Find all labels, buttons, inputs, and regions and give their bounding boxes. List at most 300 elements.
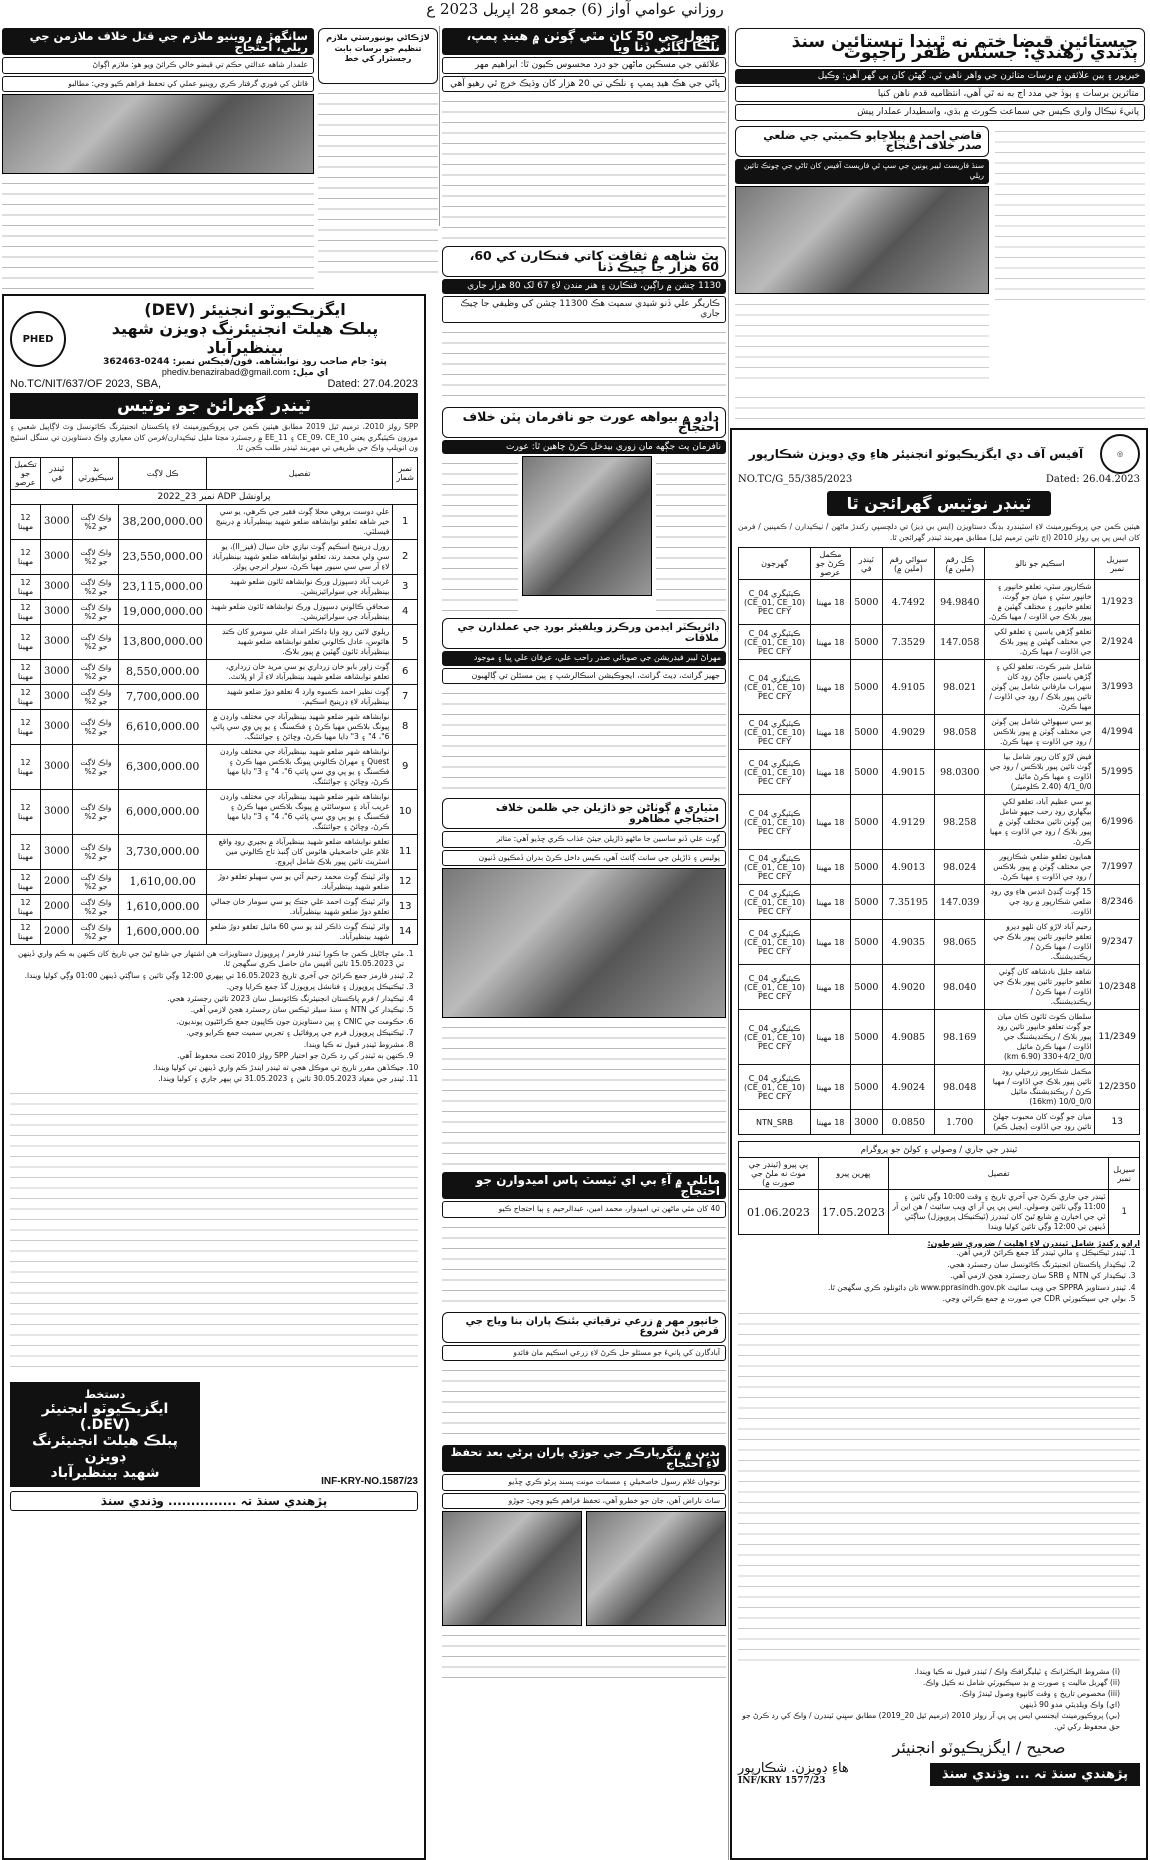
subheadline: قاتلن کي فوري گرفتار ڪري روينيو عملي کي تحفظ فراهم ڪيو وڃي: مطالبو xyxy=(2,76,314,93)
notice-intro: هيٺين ڪمن جي پروڪيورمينٽ لاءِ اسٽينڊرڊ بڊنگ دستاويزن (ايس بي ڊيز) تي دلچسپي رکندڙ ماڻهن / ٺيڪيدارن / ڪمپنين / فرمن کان ايس پي پي رولز 2010 (اڄ تائين ترميم ٿيل) مطابق مهربند ٽينڊر گهرائجن ٿا. xyxy=(738,522,1140,542)
serial: 13 xyxy=(1095,1110,1140,1135)
subheadline: نافرمان پٽ جڳهه مان زوري بيدخل ڪرڻ چاهين ٿا: عورت xyxy=(442,440,726,455)
table-row xyxy=(739,715,1140,750)
article-body xyxy=(442,94,726,244)
notice-banner: ٽينڊر گهرائڻ جو نوٽيس xyxy=(10,393,418,419)
headline: خانپور مهر ۾ زرعي ترقياتي بئنڪ پاران بنا وياج جي قرض ڏيڻ شروع xyxy=(442,1312,726,1343)
item-text: مشروط اليڪٽرانڪ ۽ ٽيليگرافڪ واڪ / ٽينڊر قبول نه ڪيا ويندا. xyxy=(914,1666,1110,1676)
conditions-list xyxy=(738,1248,1140,1305)
earnest-money: 0.0850 xyxy=(882,1110,934,1135)
column-rule xyxy=(439,26,440,226)
subheadline: پانيءَ نيڪال واري ڪيس جي سماعت ڪورٽ ۾ بڌي، واسطيدار عملدار پيش xyxy=(735,104,1145,121)
bid-security: واڪ لاڳت جو 2% xyxy=(73,659,119,684)
serial: 8/2346 xyxy=(1095,885,1140,920)
work-detail: غريب آباد ڊسپوزل ورڪ نوابشاهه ٽائون ضلعو شهيد بينظيرآباد جي سولرائيزيشن. xyxy=(206,574,392,599)
bid-security: واڪ لاڳت جو 2% xyxy=(73,599,119,624)
serial: 2/1924 xyxy=(1095,625,1140,660)
notice-title: ايگزيڪيوٽو انجنيئر (DEV) xyxy=(144,300,346,319)
section-label: پراونشل ADP نمبر 23_2022 xyxy=(11,489,418,504)
table-row xyxy=(739,1110,1140,1135)
signature-title: ايگزيڪيوٽو انجنيئر (DEV.) xyxy=(41,1400,169,1433)
bid-security: واڪ لاڳت جو 2% xyxy=(73,574,119,599)
highway-tender-table xyxy=(738,547,1140,1135)
schedule-title: ٽينڊر جي جاري / وصولي ۽ کولڻ جو پروگرام xyxy=(739,1142,1140,1158)
table-row xyxy=(739,750,1140,795)
work-detail: واٽر ٽينڪ ڳوٺ احمد علي جتڪ يو سي سومار خان جمالي تعلقو دوڙ ضلعو شهيد بينظيرآباد. xyxy=(206,894,392,919)
scheme-name: همايون تعلقو ضلعي شڪارپور جي مختلف ڳوٺن ۾ پيور بلاڪس / روڊ جي اڏاوت ۽ مهيا ڪرڻ. xyxy=(985,850,1095,885)
bid-security: واڪ لاڳت جو 2% xyxy=(73,834,119,869)
reference-city: SBA, xyxy=(135,378,162,390)
col-detail: تفصيل xyxy=(206,457,392,489)
col-completion: تڪميل جو عرصو xyxy=(11,457,41,489)
table-row xyxy=(11,834,418,869)
completion-period: 18 مهينا xyxy=(811,965,851,1010)
completion-period: 18 مهينا xyxy=(811,1010,851,1065)
article-body xyxy=(656,456,726,616)
press-conference-photo xyxy=(442,868,726,1018)
earnest-money: 4.9024 xyxy=(882,1065,934,1110)
tender-fee: 3000 xyxy=(41,789,73,834)
tender-fee: 5000 xyxy=(850,580,882,625)
email-address[interactable]: phediv.benazirabad@gmail.com xyxy=(161,367,290,377)
earnest-money: 4.9105 xyxy=(882,660,934,715)
completion-period: 18 مهينا xyxy=(811,795,851,850)
tender-fee: 3000 xyxy=(41,574,73,599)
protest-photo xyxy=(735,186,989,294)
signature-city: شهيد بينظيرآباد xyxy=(50,1464,160,1481)
notice-intro: SPP رولز 2010، ترميم ٿيل 2019 مطابق هيٺين ڪمن جي پروڪيورمينٽ لاءِ پاڪستان انجنيئرنگ ڪائونسل وٽ لاڳاپيل شعبي ۽ موزون ڪيٽيگري يعني CE_09، CE_10 ۽ EE_11 ۾ رجسٽرڊ مڃتا مليل ٺيڪيدارن/فرمن کان معياري واڪ دستاويزن تي سنگل اسٽيج ون انويلپ واڪ جي طريقي تي مهربند ٽينڊر طلب ڪجن ٿا. xyxy=(10,422,419,452)
estimated-cost: 23,115,000.00 xyxy=(119,574,206,599)
tender-fee: 5000 xyxy=(850,965,882,1010)
notice-banner: ٽينڊر نوٽيس گهرائجن ٿا xyxy=(827,491,1052,516)
completion-period: 18 مهينا xyxy=(811,580,851,625)
notice-date: Dated: 27.04.2023 xyxy=(327,378,418,390)
eligibility: ڪيٽيگري C_04 (CE_01, CE_10) PEC CFY xyxy=(739,920,811,965)
item-marker: (ii) xyxy=(1109,1677,1120,1687)
serial: 5 xyxy=(393,624,418,659)
total-amount: 98.024 xyxy=(935,850,985,885)
condition-item: 9. ڪنهن به ٽينڊر کي رد ڪرڻ جو اختيار SPP رولز 2010 تحت محفوظ آهي. xyxy=(10,1051,404,1062)
scheme-name: رحيم آباد لاڙو کان ٺلهو ديرو تعلقو خانپور تائين پيور بلاڪ جي اڏاوت / مهيا ڪرڻ / ريڪنڊيشننگ. xyxy=(985,920,1095,965)
completion-period: 18 مهينا xyxy=(811,750,851,795)
eligibility: ڪيٽيگري C_04 (CE_01, CE_10) PEC CFY xyxy=(739,1065,811,1110)
subheadline: ڪاريگر علي ڏنو شيدي سميت هڪ 11300 چشن کي وظيفي جا چيڪ جاري xyxy=(442,296,726,323)
condition-item: 4. ٺيڪيدار / فرم پاڪستان انجنيئرنگ ڪائونسل سان 2023 تائين رجسٽرڊ هجي. xyxy=(10,994,404,1005)
work-detail: ڳوٺ نظير احمد ڪمبوه وارڊ 4 تعلقو دوڙ ضلعو شهيد بينظيرآباد لاءِ ڊرينيج اسڪيم. xyxy=(206,684,392,709)
completion-period: 18 مهينا xyxy=(811,715,851,750)
bid-security: واڪ لاڳت جو 2% xyxy=(73,624,119,659)
completion-period: 12 مهينا xyxy=(11,744,41,789)
table-row xyxy=(11,684,418,709)
col-serial: سيريل نمبر xyxy=(1095,548,1140,580)
table-row xyxy=(11,574,418,599)
col-tender-fee: ٽينڊر في xyxy=(41,457,73,489)
notice-title: آفيس آف دي ايگزيڪيوٽو انجنيئر هاءِ وي ڊويزن شڪارپور xyxy=(748,447,1084,461)
completion-period: 18 مهينا xyxy=(811,885,851,920)
earnest-money: 4.9020 xyxy=(882,965,934,1010)
tender-fee: 3000 xyxy=(41,504,73,539)
condition-item: 7. ٽيڪنيڪل پروپوزل فرم جي پروفائيل ۽ تجربي سميت جمع ڪرايو وڃي. xyxy=(10,1028,404,1039)
serial: 11 xyxy=(393,834,418,869)
completion-period: 18 مهينا xyxy=(811,920,851,965)
completion-period: 12 مهينا xyxy=(11,919,41,944)
widow-photo xyxy=(522,456,652,596)
tender-fee: 5000 xyxy=(850,715,882,750)
headline: مٽياري ۾ ڳوٺاڻن جو ڌاڙيلن جي ظلمن خلاف احتجاجي مظاهرو xyxy=(442,798,726,829)
scheme-name: يو سي عظيم آباد، تعلقو لکي بيگهاري روڊ رحب جيهو شامل ٻين ڳوٺن تائين مختلف ڳوٺن ۾ پيور بلاڪ / روڊ جي اڏاوت ۽ مهيا ڪرڻ. xyxy=(985,795,1095,850)
subheadline: پاڻي جي هڪ هيڊ پمپ ۽ نلڪي تي 20 هزار کان وڌيڪ خرچ ٿي رهيو آهي xyxy=(442,76,726,93)
serial: 10 xyxy=(393,789,418,834)
subheadline: علمدار شاهه عدالتي حڪم تي قبضو خالي ڪرائڻ ويو هو: ملازم اڳواڻ xyxy=(2,57,314,74)
condition-item: 5. بولي جي سيڪيورٽي CDR جي صورت ۾ جمع ڪرائي وڃي. xyxy=(738,1294,1126,1305)
email-label: اي ميل: xyxy=(292,368,329,378)
earnest-money: 7.35195 xyxy=(882,885,934,920)
rejection-item xyxy=(738,1710,1120,1732)
work-detail: نوابشاهه شهر ضلعو شهيد بينظيرآباد جي مختلف وارڊن غريب آباد ۽ سوسائٽي ۾ پيونگ بلاڪس مهيا ڪرڻ ۽ فڪسنگ ۽ يو پي وي سي پائپ 6"، 4" ۽ 3" ڊايا مهيا ڪرڻ، وڇائڻ ۽ جوائنٽنگ. xyxy=(206,789,392,834)
completion-period: 18 مهينا xyxy=(811,1110,851,1135)
item-text: واڪ ويلڊيٽي مدو 90 ڏينهن xyxy=(1019,1699,1104,1709)
eligibility: ڪيٽيگري C_04 (CE_01, CE_10) PEC CFY xyxy=(739,965,811,1010)
phed-tender-notice xyxy=(2,294,426,1860)
eligibility: ڪيٽيگري C_04 (CE_01, CE_10) PEC CFY xyxy=(739,795,811,850)
col-earnest: سوائي رقم (ملين ۾) xyxy=(882,548,934,580)
tender-schedule-table xyxy=(738,1141,1140,1235)
col-period: مڪمل ڪرڻ جو عرصو xyxy=(811,548,851,580)
eligibility: ڪيٽيگري C_04 (CE_01, CE_10) PEC CFY xyxy=(739,850,811,885)
tender-fee: 3000 xyxy=(41,599,73,624)
headline: جهول جي 50 کان مٿي ڳوٺن ۾ هينڊ پمپ، نلڪا لڳائي ڏنا ويا xyxy=(442,28,726,55)
serial: 4 xyxy=(393,599,418,624)
table-row xyxy=(11,744,418,789)
table-row xyxy=(11,599,418,624)
completion-period: 18 مهينا xyxy=(811,850,851,885)
completion-period: 12 مهينا xyxy=(11,574,41,599)
headline: دادو ۾ بيواهه عورت جو نافرمان پٽن خلاف احتجاج xyxy=(442,407,726,438)
page-masthead: روزاني عوامي آواز (6) جمعو 28 اپريل 2023 ع xyxy=(426,0,724,18)
total-amount: 98.040 xyxy=(935,965,985,1010)
tender-fee: 2000 xyxy=(41,919,73,944)
completion-period: 18 مهينا xyxy=(811,625,851,660)
col-second-date: ٻي پيرو (ٽينڊر جي موٽ نه ملڻ جي صورت ۾) xyxy=(739,1158,819,1190)
tender-fee: 3000 xyxy=(41,659,73,684)
subheadline: 40 کان مٿي ماڻهن تي اميدوار، محمد امين، عبدالرحيم ۽ ٻيا احتجاج ڪيو xyxy=(442,1201,726,1218)
eligibility: ڪيٽيگري C_04 (CE_01, CE_10) PEC CFY xyxy=(739,750,811,795)
article-body xyxy=(2,176,314,296)
serial: 12 xyxy=(393,869,418,894)
condition-item: 6. حڪومت جي CNIC ۽ ٻين دستاويزن جون ڪاپيون جمع ڪرائڻيون پونديون. xyxy=(10,1017,404,1028)
completion-period: 12 مهينا xyxy=(11,684,41,709)
work-detail: نوابشاهه شهر ضلعو شهيد بينظيرآباد جي مختلف وارڊن Quest ۽ مهراڻ ڪالوني پيونگ بلاڪس مهيا ڪرڻ ۽ فڪسنگ ۽ يو پي وي سي پائپ 6"، 4" ۽ 3" ڊايا مهيا ڪرڻ، وڇائڻ ۽ جوائنٽنگ. xyxy=(206,744,392,789)
table-row xyxy=(11,919,418,944)
completion-period: 12 مهينا xyxy=(11,504,41,539)
tender-fee: 3000 xyxy=(41,834,73,869)
tender-fee: 3000 xyxy=(41,709,73,744)
article-body xyxy=(442,325,726,405)
scheme-name: 15 ڳوٺ ڳنڍڻ انڊس هاءِ وي روڊ ضلعي شڪارپور ۾ روڊ جي اڏاوت. xyxy=(985,885,1095,920)
estimated-cost: 23,550,000.00 xyxy=(119,539,206,574)
estimated-cost: 1,610,000.00 xyxy=(119,894,206,919)
work-detail: علي دوست بروهي محلا ڳوٺ فقير جي ڪرهي، يو سي خير شاهه تعلقو نوابشاهه ضلعو شهيد بينظيرآباد ۾ ڊرينيج فيسلٽي. xyxy=(206,504,392,539)
serial: 4/1994 xyxy=(1095,715,1140,750)
estimated-cost: 6,610,000.00 xyxy=(119,709,206,744)
right-top-story xyxy=(735,26,1145,480)
signature-title: صحيح / ايگزيڪيوٽو انجنيئر xyxy=(892,1737,1066,1757)
headline: سانگهڙ ۾ روينيو ملازم جي قتل خلاف ملازمن جي ريلي، احتجاج xyxy=(2,28,314,55)
serial: 9/2347 xyxy=(1095,920,1140,965)
earnest-money: 4.9035 xyxy=(882,920,934,965)
subheadline: خيرپور ۽ ٻين علائقن ۾ برسات متاثرن جي واهر ناهي ٿي. گهڻن کان ٻي گهر آهن: وڪيل xyxy=(735,69,1145,84)
notice-subtitle: پبلڪ هيلٿ انجنيئرنگ ڊويزن شهيد بينظيرآباد xyxy=(111,319,379,357)
phed-logo: PHED xyxy=(10,311,66,367)
estimated-cost: 3,730,000.00 xyxy=(119,834,206,869)
serial: 13 xyxy=(393,894,418,919)
table-row xyxy=(739,1065,1140,1110)
tender-fee: 5000 xyxy=(850,625,882,660)
signature-office: پبلڪ هيلٿ انجنيئرنگ ڊويزن xyxy=(32,1432,178,1465)
table-row xyxy=(11,539,418,574)
rejection-item xyxy=(738,1677,1120,1688)
eligibility: ڪيٽيگري C_04 (CE_01, CE_10) PEC CFY xyxy=(739,885,811,920)
tender-fee: 2000 xyxy=(41,869,73,894)
table-row xyxy=(11,504,418,539)
bid-security: واڪ لاڳت جو 2% xyxy=(73,869,119,894)
first-date: 17.05.2023 xyxy=(818,1190,888,1235)
table-row xyxy=(739,625,1140,660)
item-marker: (اي) xyxy=(1106,1699,1120,1709)
condition-item: 2. ٽينڊر فارمز جمع ڪرائڻ جي آخري تاريخ 16.05.2023 تي ٻپهري 12:00 وڳي تائين ۽ ساڳئي ڏينهن 01:00 وڳي کوليا ويندا. xyxy=(10,971,404,982)
table-row xyxy=(11,709,418,744)
total-amount: 98.058 xyxy=(935,715,985,750)
serial: 1 xyxy=(1109,1190,1140,1235)
headline: لاڙڪاڻي يونيورسٽي ملازم تنظيم جو برسات بابت رجسٽرار کي خط xyxy=(318,28,438,84)
table-row xyxy=(11,659,418,684)
article-body xyxy=(442,1020,726,1170)
subheadline: نوجوان غلام رسول خاصخيلي ۽ مسمات مونت پسند پرڻو ڪري ڇڏيو xyxy=(442,1474,726,1491)
item-marker: (i) xyxy=(1112,1666,1120,1676)
notice-date: Dated: 26.04.2023 xyxy=(1045,474,1140,485)
conditions-filler xyxy=(10,1086,418,1376)
subheadline: متاثرين برسات ۽ ٻوڏ جي مدد اڄ به نه ٿي آهي، انتظاميه قدم ناهن کنيا xyxy=(735,86,1145,103)
serial: 1 xyxy=(393,504,418,539)
work-detail: رورل ڊرينيج اسڪيم ڳوٺ نيازي خان سيال (فيز_II)، يو سي ولي محمد رند، تعلقو نوابشاهه ضلعو شهيد بينظيرآباد لاءِ آر سي سي سيور مهيا ڪرڻ، سولر انرجي پولز. xyxy=(206,539,392,574)
conditions-filler xyxy=(738,1306,1140,1666)
serial: 3 xyxy=(393,574,418,599)
total-amount: 98.021 xyxy=(935,660,985,715)
col-serial: نمبر شمار xyxy=(393,457,418,489)
signature-block xyxy=(10,1382,200,1487)
total-amount: 94.9840 xyxy=(935,580,985,625)
earnest-money: 7.3529 xyxy=(882,625,934,660)
subheadline: جهيز گرانٽ، ڊيٿ گرانٽ، ايجوڪيشن اسڪالرشپ ۽ ٻين مسئلن تي ڳالهيون xyxy=(442,668,726,685)
total-amount: 1.700 xyxy=(935,1110,985,1135)
serial: 9 xyxy=(393,744,418,789)
bid-security: واڪ لاڳت جو 2% xyxy=(73,894,119,919)
completion-period: 12 مهينا xyxy=(11,869,41,894)
col-total: ڪل رقم (ملين ۾) xyxy=(935,548,985,580)
completion-period: 12 مهينا xyxy=(11,789,41,834)
serial: 6/1996 xyxy=(1095,795,1140,850)
table-row xyxy=(11,789,418,834)
rejection-item xyxy=(738,1688,1120,1699)
earnest-money: 4.9129 xyxy=(882,795,934,850)
rejection-item xyxy=(738,1699,1120,1710)
earnest-money: 4.9029 xyxy=(882,715,934,750)
item-marker: (بي) xyxy=(1105,1710,1120,1720)
completion-period: 12 مهينا xyxy=(11,709,41,744)
article-body xyxy=(995,124,1145,302)
work-detail: صحافي ڪالوني ڊسپوزل ورڪ نوابشاهه ٽائون ضلعو شهيد بينظيرآباد جي سولرائيزيشن. xyxy=(206,599,392,624)
tender-fee: 5000 xyxy=(850,850,882,885)
table-row xyxy=(739,920,1140,965)
highway-tender-notice xyxy=(730,428,1148,1860)
bid-security: واڪ لاڳت جو 2% xyxy=(73,744,119,789)
subheadline: مهراڻ ليبر فيڊريشن جي صوبائي صدر راحب علي، عرفان علي ڀيا ۽ موجود xyxy=(442,651,726,666)
article-body xyxy=(442,1628,726,1678)
subheadline: پوليس ۽ ڌاڙيلن جي سانٺ ڳانٺ آهي، ڪيس داخل ڪرڻ بدران ڏمڪيون ڏنيون xyxy=(442,850,726,867)
tender-fee: 5000 xyxy=(850,795,882,850)
subheadline: علائقي جي مسڪين ماڻهن جو درد محسوس ڪيون ٿا: ابراهيم مهر xyxy=(442,57,726,74)
work-detail: تعلقو نوابشاهه ضلعو شهيد بينظيرآباد ۾ بجيري روڊ واقع غلام علي خاصخيلي هائوس کان ڳنبذ تاج ڪالوني مين اسٽريٽ تائين پيور بلاڪ شامل اپروچ. xyxy=(206,834,392,869)
table-row xyxy=(739,660,1140,715)
subheadline: ڳوٺ علي ڏنو ساسين جا ماڻهو ڌاڙيلن جيئڻ عذاب ڪري ڇڏيو آهي: متاثر xyxy=(442,831,726,848)
eligibility: ڪيٽيگري C_04 (CE_01, CE_10) PEC CFY xyxy=(739,625,811,660)
item-text: مخصوص تاريخ ۽ وقت کانپوءِ وصول ٿيندڙ واڪ. xyxy=(959,1688,1106,1698)
total-amount: 98.169 xyxy=(935,1010,985,1065)
conditions-list xyxy=(10,949,418,1085)
col-requirement: گهرجون xyxy=(739,548,811,580)
couple-photo-woman xyxy=(442,1511,582,1626)
eligibility: ڪيٽيگري C_04 (CE_01, CE_10) PEC CFY xyxy=(739,715,811,750)
footer-slogan: پڙهندي سنڌ تہ ............... وڌندي سنڌ xyxy=(10,1491,418,1511)
tender-fee: 5000 xyxy=(850,750,882,795)
detail: ٽينڊر جي جاري ڪرڻ جي آخري تاريخ ۽ وقت 10:00 وڳي تائين ۽ 11:00 وڳي تائين وصولي. ايس پي پي آر اي ويب سائيٽ / هن اين آر ٽي جي اخبارن ۾ شايع ٿيڻ کان ٽينڊرز (ٽيڪنيڪل پروپوزل) ساڳئي ڏينهن تي 12:00 وڳي تائين کوليا ويندا xyxy=(888,1190,1109,1235)
middle-column xyxy=(442,26,726,1678)
work-detail: واٽر ٽينڪ ڳوٺ ذاڪر لنڊ يو سي 60 مائيل تعلقو دوڙ ضلعو شهيد بينظيرآباد. xyxy=(206,919,392,944)
condition-item: 4. ٽينڊر دستاويز SPPRA جي ويب سائيٽ www.pprasindh.gov.pk تان ڊائونلوڊ ڪري سگهجن ٿا. xyxy=(738,1283,1126,1294)
tender-fee: 3000 xyxy=(850,1110,882,1135)
table-row xyxy=(739,965,1140,1010)
item-text: گهربل ماليت ۽ صورت ۾ بڊ سيڪيورٽي شامل نه ڪيل واڪ. xyxy=(922,1677,1108,1687)
table-row xyxy=(739,1010,1140,1065)
tender-fee: 3000 xyxy=(41,744,73,789)
scheme-name: ميان جو ڳوٺ کان محبوب جهلڻ تائين روڊ جي اڏاوت (بچيل ڪم) xyxy=(985,1110,1095,1135)
condition-item: 3. ٺيڪيدار کي NTN ۽ SRB سان رجسٽرڊ هجڻ لازمي آهي. xyxy=(738,1271,1126,1282)
scheme-name: فيض لاڙو کان ريور شامل بيا ڳوٺ تائين پيور بلاڪس / روڊ جي اڏاوت ۽ مهيا ڪرڻ مائيل 0/0_4/1 (2.40 ڪلوميٽر) xyxy=(985,750,1095,795)
table-row xyxy=(739,850,1140,885)
tender-fee: 3000 xyxy=(41,684,73,709)
col-bid-security: بڊ سيڪيورٽي xyxy=(73,457,119,489)
left-top-stories xyxy=(2,26,438,296)
bid-security: واڪ لاڳت جو 2% xyxy=(73,684,119,709)
total-amount: 98.065 xyxy=(935,920,985,965)
condition-item: 11. ٽينڊر جي معياد 30.05.2023 تائين ۽ 31.05.2023 تي ٻيهر جاري ۽ کوليا ويندا. xyxy=(10,1074,404,1085)
completion-period: 12 مهينا xyxy=(11,894,41,919)
serial: 8 xyxy=(393,709,418,744)
completion-period: 18 مهينا xyxy=(811,660,851,715)
scheme-name: يو سي سيهواڻي شامل ٻين ڳوٺن جي مختلف ڳوٺن ۾ پيور بلاڪس / روڊ جي اڏاوت ۽ مهيا ڪرڻ. xyxy=(985,715,1095,750)
condition-item: 1. مٿي ڄاڻايل ڪمن جا ڪورا ٽينڊر فارمز / پروپوزل دستاويزات هن اشتهار جي شايع ٿيڻ جي تاريخ کان ڪنهن به ڪم واري ڏينهن تي 15.05.2023 تائين آفيس مان حاصل ڪري سگهجن ٿا. xyxy=(10,949,404,970)
estimated-cost: 38,200,000.00 xyxy=(119,504,206,539)
tender-fee: 5000 xyxy=(850,1010,882,1065)
serial: 6 xyxy=(393,659,418,684)
rejection-list xyxy=(738,1666,1140,1732)
photo-caption xyxy=(735,297,989,387)
reference-number: NO.TC/G_55/385/2023 xyxy=(738,474,853,485)
headline: جيستائين قبضا ختم نه ٿيندا تيستائين سنڌ ٻڏندي رهندي: جسٽس ظفر راجپوت xyxy=(735,28,1145,67)
condition-item: 10. جيڪڏهن مقرر تاريخ تي موڪل هجي ته ٽينڊر ايندڙ ڪم واري ڏينهن تي کوليا ويندا. xyxy=(10,1063,404,1074)
estimated-cost: 7,700,000.00 xyxy=(119,684,206,709)
conditions-title: اراڊو رکندڙ شامل ٽينڊرن لاءِ اهليت / ضروري شرطون: xyxy=(927,1239,1140,1248)
subheadline: آبادگارن کي پانيءَ جو مسئلو حل ڪرڻ لاءِ زرعي اسڪيم مان فائدو xyxy=(442,1345,726,1362)
tender-fee: 3000 xyxy=(41,539,73,574)
total-amount: 98.258 xyxy=(935,795,985,850)
tender-fee: 5000 xyxy=(850,660,882,715)
condition-item: 8. مشروط ٽينڊر قبول نه ڪيا ويندا. xyxy=(10,1040,404,1051)
col-fee: ٽينڊر في xyxy=(850,548,882,580)
serial: 2 xyxy=(393,539,418,574)
bid-security: واڪ لاڳت جو 2% xyxy=(73,539,119,574)
work-detail: ريلوي لائين روڊ وايا ڊاڪٽر امداد علي سومرو کان ڪنڊ هائوس، عادل ڪالوني تعلقو نوابشاهه ضلعو شهيد بينظيرآباد ٽائون گهٽين ۾ پيور بلاڪ. xyxy=(206,624,392,659)
scheme-name: شامل شير ڪوٽ، تعلقو لکي ۽ ڳڙهي ياسين جاڳڻ روڊ کان سهراب مارفاني شامل ٻين ڳوٺن تائين پيور بلاڪ / روڊ جي اڏاوت / مهيا ڪرڻ. xyxy=(985,660,1095,715)
total-amount: 147.058 xyxy=(935,625,985,660)
second-date: 01.06.2023 xyxy=(739,1190,819,1235)
condition-item: 2. ٺيڪيدار پاڪستان انجنيئرنگ ڪائونسل سان رجسٽرڊ هجي. xyxy=(738,1260,1126,1271)
bid-security: واڪ لاڳت جو 2% xyxy=(73,919,119,944)
serial: 7/1997 xyxy=(1095,850,1140,885)
article-body xyxy=(442,686,726,796)
serial: 12/2350 xyxy=(1095,1065,1140,1110)
col-detail: تفصيل xyxy=(888,1158,1109,1190)
serial: 11/2349 xyxy=(1095,1010,1140,1065)
serial: 10/2348 xyxy=(1095,965,1140,1010)
table-row xyxy=(11,624,418,659)
headline: پٽ شاهه ۾ ثقافت کاتي فنڪارن کي 60، 60 هزار جا چيڪ ڏنا xyxy=(442,246,726,277)
earnest-money: 4.9013 xyxy=(882,850,934,885)
rejection-item xyxy=(738,1666,1120,1677)
serial: 14 xyxy=(393,919,418,944)
tender-fee: 2000 xyxy=(41,894,73,919)
work-detail: واٽر ٽينڪ ڳوٺ محمد رحيم آئي يو سي سهيلو تعلقو دوڙ ضلعو شهيد بينظيرآباد. xyxy=(206,869,392,894)
scheme-name: شڪارپور سٽي، تعلقو خانپور ۽ خانپور سٽي ۽ ميان جو ڳوٺ، تعلقو خانپور ۽ مختلف گهٽين ۾ پيور بلاڪ جي اڏاوت / مهيا ڪرڻ. xyxy=(985,580,1095,625)
eligibility: ڪيٽيگري C_04 (CE_01, CE_10) PEC CFY xyxy=(739,1010,811,1065)
headline: ڊائريڪٽر ايڊمن ورڪرز ويلفيئر بورڊ جي عملدارن جي ملاقات xyxy=(442,618,726,649)
subheadline: ساٿ ناراض آهن، جان جو خطرو آهي، تحفظ فراهم ڪيو وڃي: جوڙو xyxy=(442,1493,726,1510)
earnest-money: 4.9085 xyxy=(882,1010,934,1065)
headline: قاضي احمد ۾ پيلاڇاپو ڪميٽي جي ضلعي صدر خلاف احتجاج xyxy=(735,126,989,157)
estimated-cost: 6,300,000.00 xyxy=(119,744,206,789)
earnest-money: 4.7492 xyxy=(882,580,934,625)
article-body xyxy=(442,456,518,616)
completion-period: 18 مهينا xyxy=(811,1065,851,1110)
completion-period: 12 مهينا xyxy=(11,659,41,684)
estimated-cost: 1,610,00.00 xyxy=(119,869,206,894)
serial: 5/1995 xyxy=(1095,750,1140,795)
eligibility: ڪيٽيگري C_04 (CE_01, CE_10) PEC CFY xyxy=(739,660,811,715)
scheme-name: سلطان ڪوٽ ٽائون ڪان ميان جو ڳوٺ تعلقو خانپور تائين روڊ پيور بلاڪ / ريڪنڊيشننگ جي اڏاوت / مهيا ڪرڻ مائيل 0/0_4/2+330 (6.90 km) xyxy=(985,1010,1095,1065)
table-row xyxy=(739,885,1140,920)
table-row xyxy=(11,894,418,919)
completion-period: 12 مهينا xyxy=(11,834,41,869)
signature-label: دستخط xyxy=(84,1387,126,1401)
completion-period: 12 مهينا xyxy=(11,539,41,574)
table-row xyxy=(11,869,418,894)
col-cost: ڪل لاڳت xyxy=(119,457,206,489)
inf-number: INF/KRY 1577/23 xyxy=(738,1775,826,1786)
article-body xyxy=(318,86,438,276)
scheme-name: تعلقو ڳڙهي ياسين ۽ تعلقو لکي جي مختلف گهٽين ۾ پيور بلاڪ جي اڏاوت / مهيا ڪرڻ. xyxy=(985,625,1095,660)
column-rule xyxy=(728,26,729,1860)
article-body xyxy=(442,1220,726,1310)
